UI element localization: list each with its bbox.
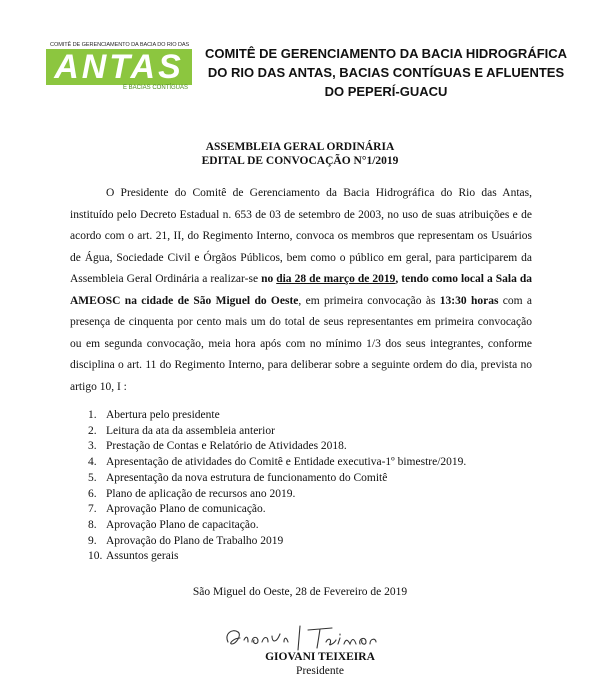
list-item-text: Aprovação Plano de comunicação. <box>106 503 266 516</box>
meeting-date: dia 28 de março de 2019 <box>276 273 396 285</box>
list-item-number: 6. <box>88 487 97 500</box>
list-item <box>88 518 548 534</box>
paragraph-text: , em primeira convocação às <box>298 294 440 307</box>
list-item <box>88 408 548 424</box>
committee-name-line: DO PEPERÍ-GUACU <box>324 84 448 99</box>
committee-name-line: DO RIO DAS ANTAS, BACIAS CONTÍGUAS E AFLUENTES <box>207 65 565 80</box>
list-item-number: 5. <box>88 471 97 484</box>
document-titles <box>60 140 540 168</box>
list-item-number: 9. <box>88 534 97 547</box>
list-item <box>88 502 548 518</box>
paragraph-text: com a presença de cinquenta por cento mais um do total de seus representantes em primeira convocação ou em segunda convocação, meia hora após com no mínimo 1/3 dos seus integrantes, conforme disciplina o art. 11 do Regimento Interno, para deliberar sobre a seguinte ordem do dia, prevista no artigo 10, I : <box>70 294 532 393</box>
list-item-text: Apresentação da nova estrutura de funcionamento do Comitê <box>106 471 388 484</box>
list-item-text: Aprovação Plano de capacitação. <box>106 518 259 531</box>
agenda-list <box>88 408 548 565</box>
handwritten-signature <box>222 620 382 654</box>
list-item <box>88 549 548 565</box>
list-item <box>88 455 548 471</box>
paragraph-text: O Presidente do Comitê de Gerenciamento da Bacia Hidrográfica do Rio das Antas, instituído pelo Decreto Estadual n. 653 de 03 de setembro de 2003, no uso de suas atribuições e de acordo com o art. 21, II, do Regimento Interno, convoca os membros que representam os Usuários de Água, Sociedade Civil e Órgãos Públicos, bem como o público em geral, para participarem da Assembleia Geral Ordinária a realizar-se <box>70 187 532 285</box>
list-item-text: Apresentação de atividades do Comitê e Entidade executiva-1º bimestre/2019. <box>106 456 467 469</box>
list-item <box>88 487 548 503</box>
list-item-text: Abertura pelo presidente <box>106 409 220 421</box>
list-item-text: Assuntos gerais <box>106 550 179 563</box>
logo-sub-text: E BACIAS CONTÍGUAS <box>122 85 188 91</box>
list-item-number: 3. <box>88 440 97 453</box>
signatory-name: GIOVANI TEIXEIRA <box>265 651 375 663</box>
document-header <box>0 0 600 110</box>
list-item-text: Prestação de Contas e Relatório de Atividades 2018. <box>106 440 347 453</box>
logo-top-text: COMITÊ DE GERENCIAMENTO DA BACIA DO RIO DAS <box>50 42 190 48</box>
list-item-number: 2. <box>88 424 97 437</box>
committee-name <box>200 44 572 101</box>
committee-logo <box>46 42 192 94</box>
paragraph-bold-text: no <box>261 273 277 285</box>
list-item-text: Plano de aplicação de recursos ano 2019. <box>106 487 296 500</box>
list-item-number: 10. <box>88 550 103 563</box>
list-item <box>88 471 548 487</box>
list-item <box>88 439 548 455</box>
list-item-number: 7. <box>88 503 97 516</box>
list-item-number: 4. <box>88 456 97 469</box>
meeting-location: , tendo como local a Sala da AMEOSC na cidade de São Miguel do Oeste <box>70 273 532 307</box>
notice-title: EDITAL DE CONVOCAÇÃO N°1/2019 <box>201 155 399 167</box>
assembly-title: ASSEMBLEIA GERAL ORDINÁRIA <box>205 141 395 153</box>
committee-name-line: COMITÊ DE GERENCIAMENTO DA BACIA HIDROGRÁFICA <box>204 46 568 61</box>
meeting-time: 13:30 horas <box>439 294 499 307</box>
list-item-number: 8. <box>88 518 97 531</box>
signatory-role: Presidente <box>296 665 344 677</box>
list-item-text: Aprovação do Plano de Trabalho 2019 <box>106 534 284 547</box>
logo-wordmark: ANTAS <box>46 49 192 85</box>
list-item-number: 1. <box>88 409 97 421</box>
place-and-date: São Miguel do Oeste, 28 de Fevereiro de 2019 <box>192 586 408 598</box>
convocation-paragraph <box>70 183 532 398</box>
list-item <box>88 534 548 550</box>
list-item-text: Leitura da ata da assembleia anterior <box>106 424 275 437</box>
list-item <box>88 424 548 440</box>
